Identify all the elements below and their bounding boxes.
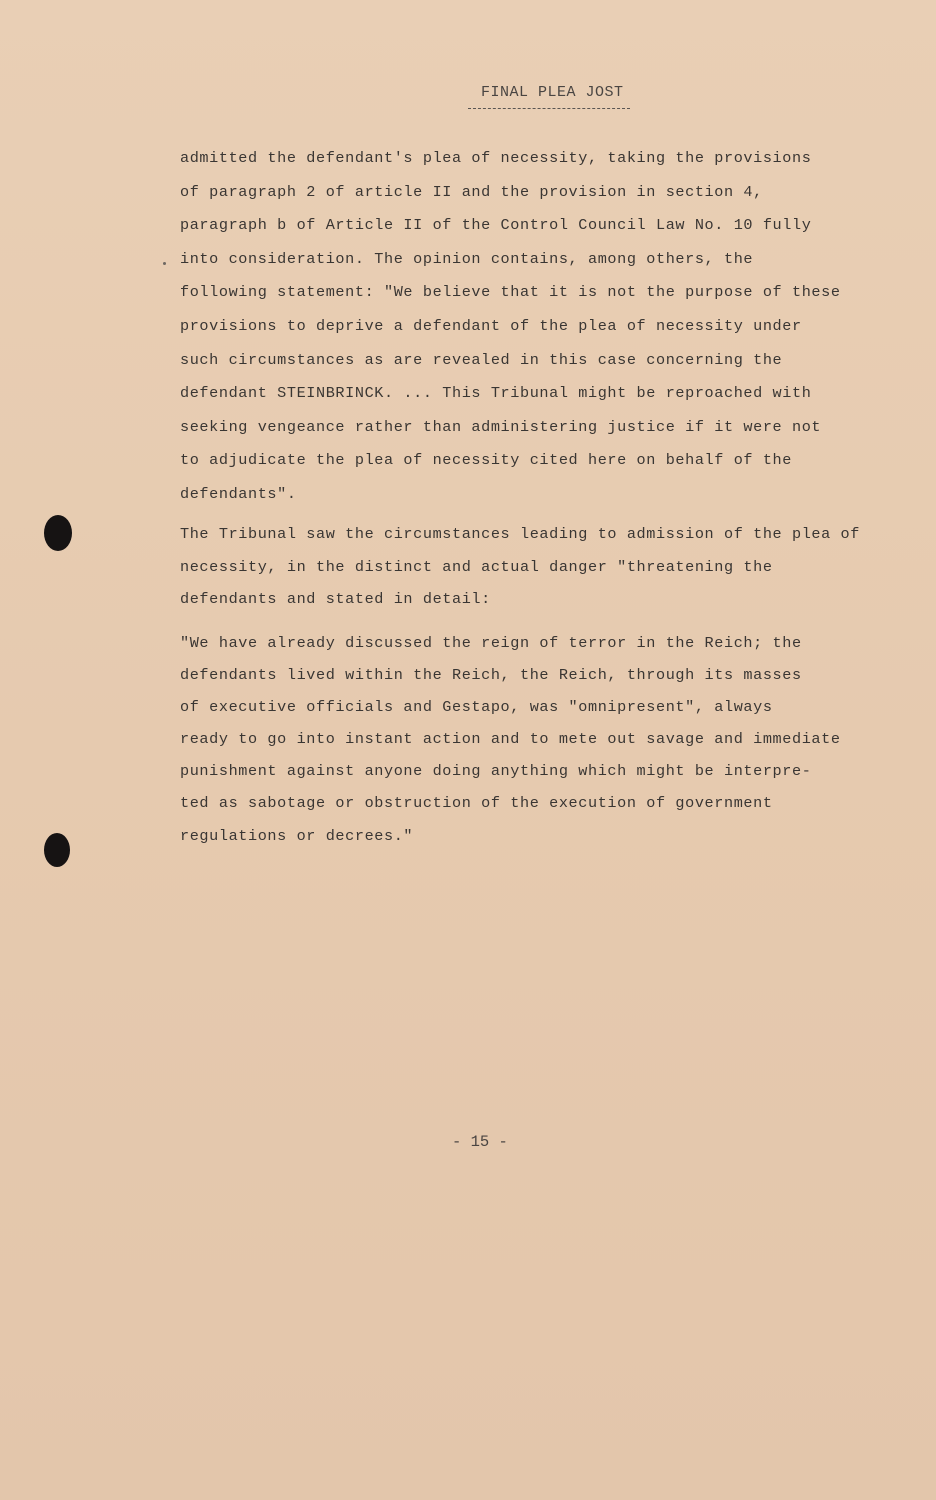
punch-hole-top [44,515,72,551]
header-underline [468,108,630,109]
text-line: defendant STEINBRINCK. ... This Tribunal might be reproached with [180,384,812,403]
text-line: seeking vengeance rather than administering justice if it were not [180,417,822,436]
text-line: provisions to deprive a defendant of the plea of necessity under [180,316,802,335]
ink-speck [163,262,166,265]
text-line: to adjudicate the plea of necessity cited here on behalf of the [180,451,792,470]
text-line: following statement: "We believe that it is not the purpose of these [180,283,841,302]
text-line: defendants lived within the Reich, the Reich, through its masses [180,666,802,685]
punch-hole-bottom [44,833,70,867]
text-line: paragraph b of Article II of the Control Council Law No. 10 fully [180,216,812,235]
text-line: admitted the defendant's plea of necessity, taking the provisions [180,149,812,167]
text-line: punishment against anyone doing anything which might be interpre- [180,762,812,781]
text-line: defendants and stated in detail: [180,590,491,608]
text-line: "We have already discussed the reign of terror in the Reich; the [180,634,802,652]
text-line: such circumstances as are revealed in this case concerning the [180,350,783,369]
text-line: of paragraph 2 of article II and the provision in section 4, [180,182,763,201]
text-line: regulations or decrees." [180,826,414,845]
page-number: - 15 - [452,1133,508,1151]
text-line: into consideration. The opinion contains, among others, the [180,249,754,268]
text-line: necessity, in the distinct and actual danger "threatening the [180,557,773,576]
paragraph-1 [180,142,845,512]
text-line: defendants". [180,484,297,503]
paragraph-3-quotation [180,627,845,852]
text-line: of executive officials and Gestapo, was "omnipresent", always [180,698,773,717]
text-line: ted as sabotage or obstruction of the execution of government [180,794,773,813]
text-line: ready to go into instant action and to mete out savage and immediate [180,730,841,749]
page-header-title: FINAL PLEA JOST [481,84,624,101]
paragraph-2 [180,518,860,616]
text-line: The Tribunal saw the circumstances leading to admission of the plea of [180,525,860,543]
